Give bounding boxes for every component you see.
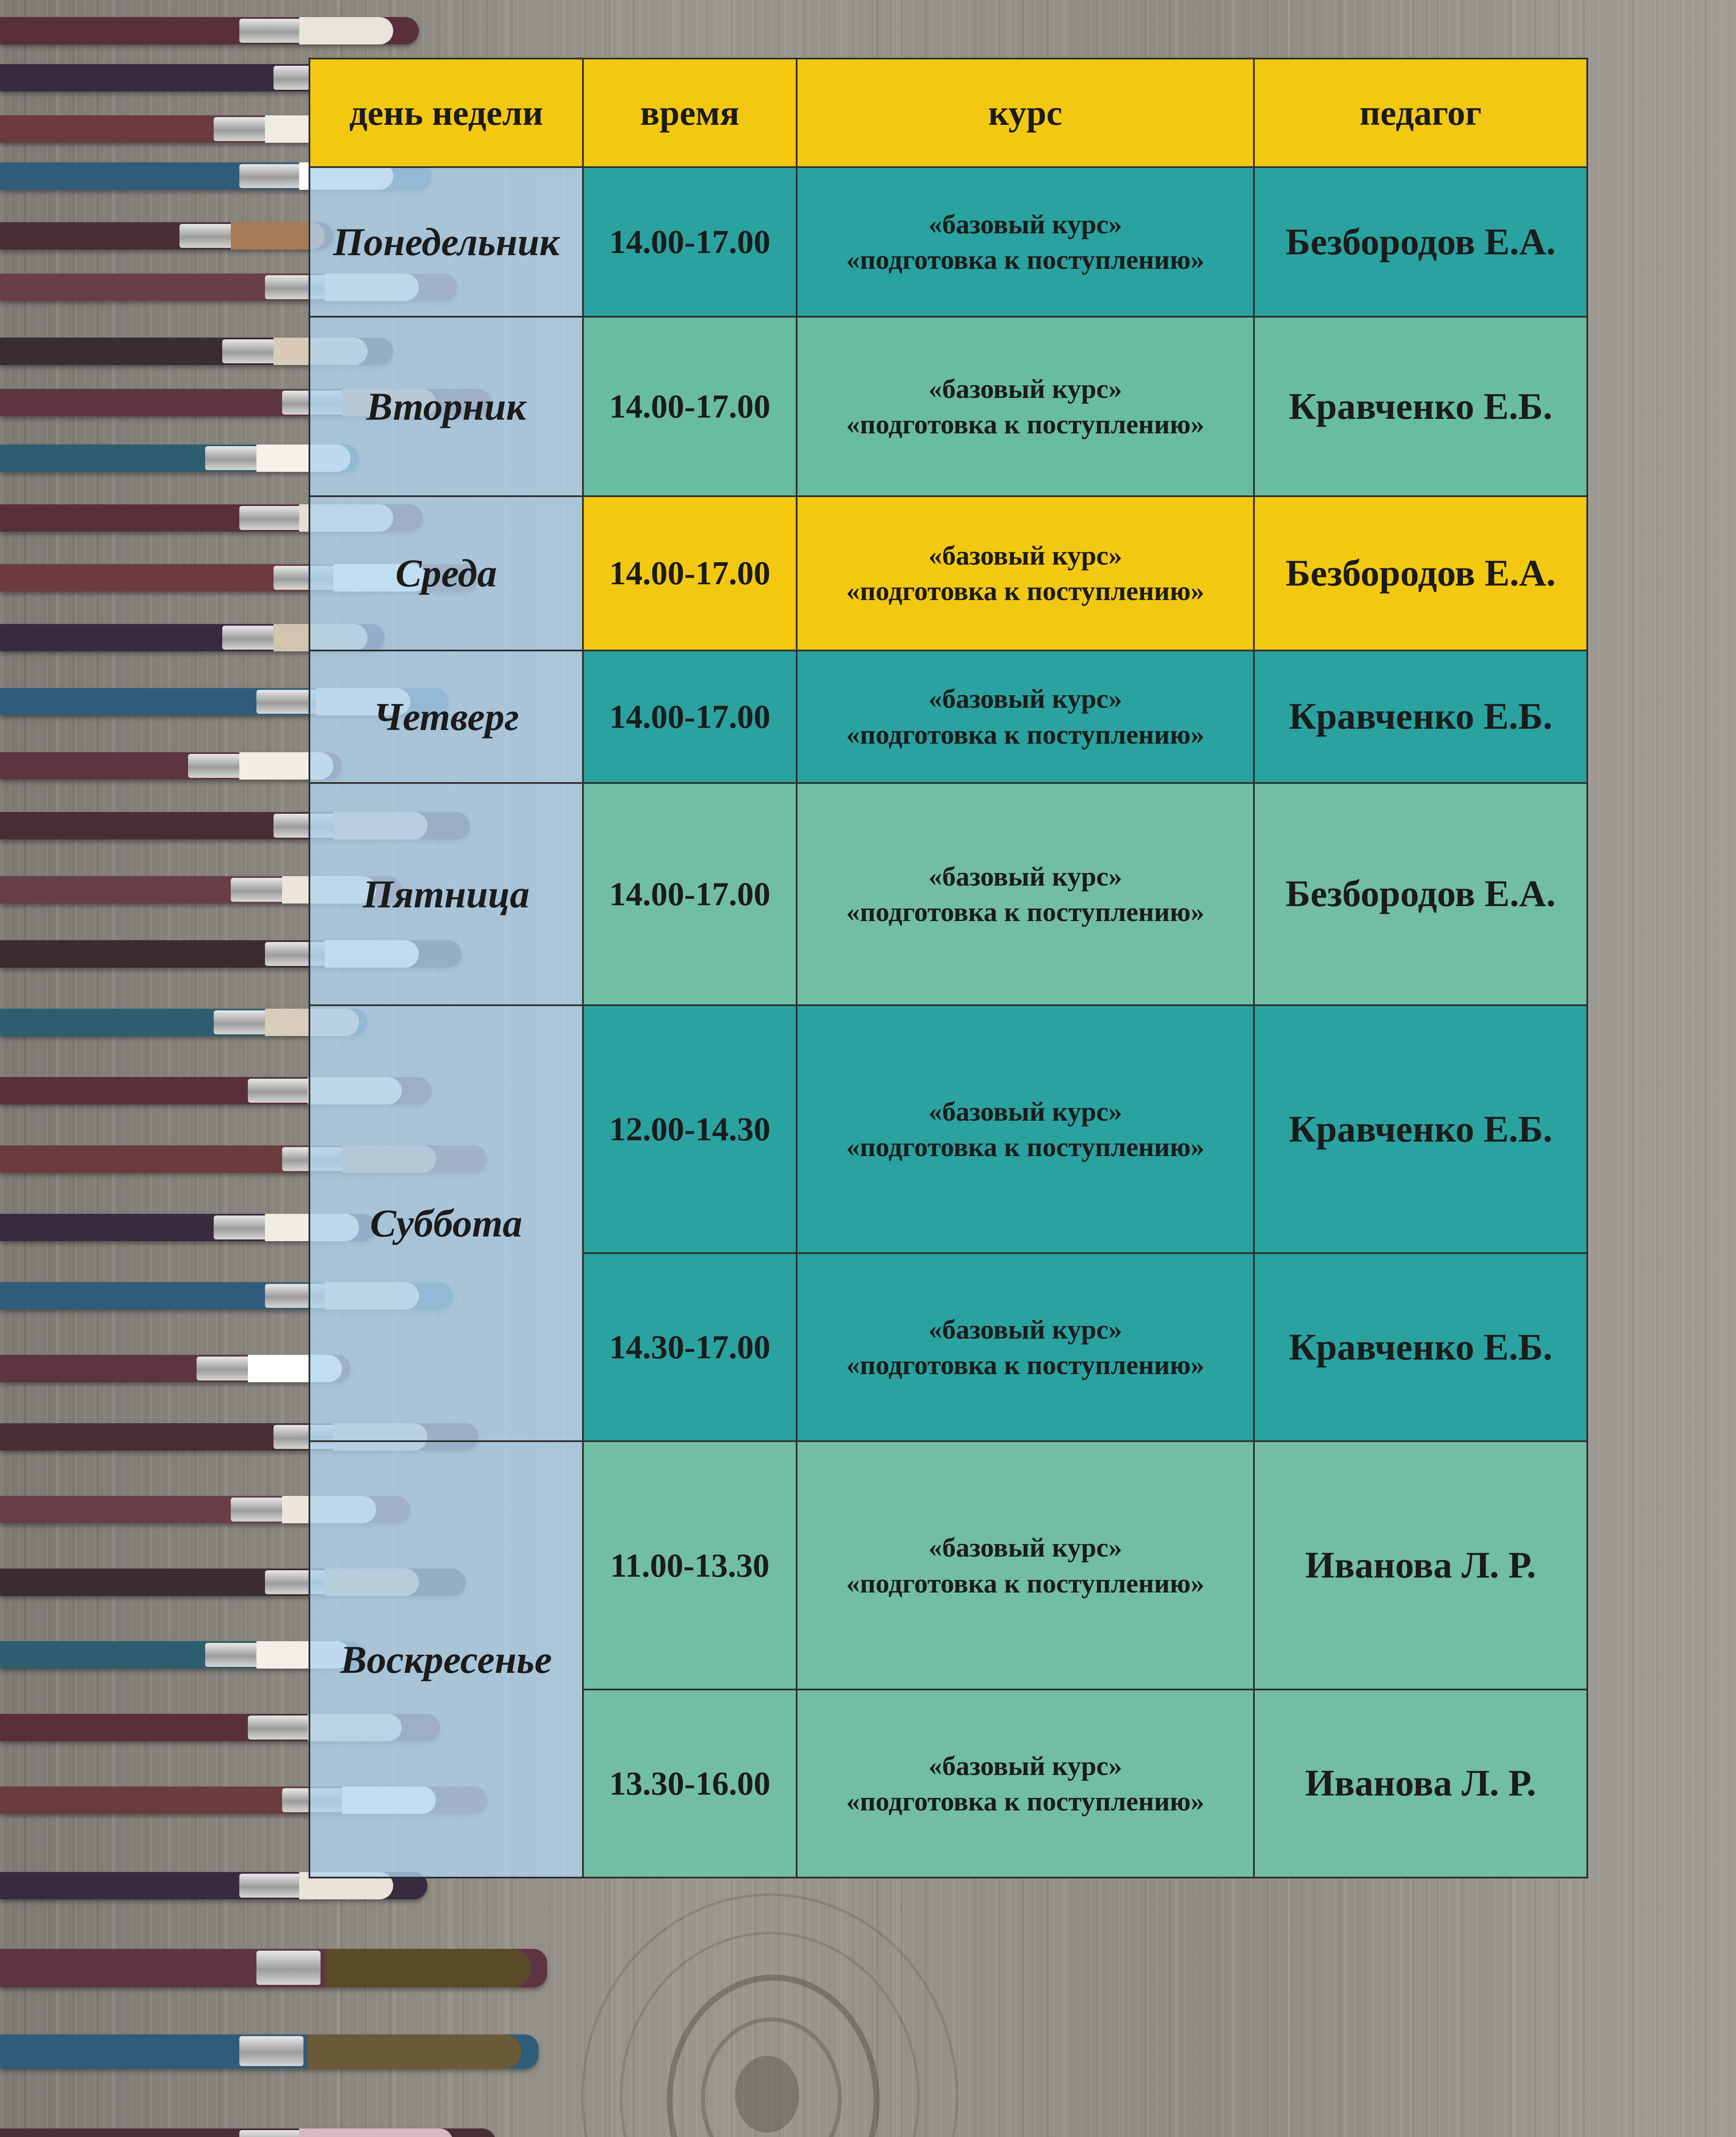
- course-cell: [797, 783, 1254, 1005]
- course-cell: [797, 317, 1254, 496]
- day-cell: Понедельник: [309, 167, 583, 317]
- course-line-basic: «базовый курс»: [928, 374, 1122, 404]
- table-row: [309, 317, 1587, 496]
- time-cell: 14.00-17.00: [583, 651, 797, 783]
- wood-ring: [581, 1893, 958, 2137]
- course-line-prep: «подготовка к поступлению»: [846, 896, 1205, 927]
- course-cell: [797, 496, 1254, 650]
- time-cell: 14.00-17.00: [583, 783, 797, 1005]
- teacher-cell: Иванова Л. Р.: [1254, 1690, 1587, 1878]
- time-cell: 12.00-14.30: [583, 1005, 797, 1253]
- table-row: [309, 783, 1587, 1005]
- brush: [0, 2128, 496, 2137]
- day-cell: Вторник: [309, 317, 583, 496]
- brush: [0, 444, 359, 472]
- time-cell: 14.30-17.00: [583, 1253, 797, 1441]
- teacher-cell: Иванова Л. Р.: [1254, 1441, 1587, 1689]
- course-cell: [797, 167, 1254, 317]
- brush: [0, 752, 342, 780]
- course-line-basic: «базовый курс»: [928, 1096, 1122, 1127]
- table-row: [309, 651, 1587, 783]
- teacher-cell: Кравченко Е.Б.: [1254, 651, 1587, 783]
- course-cell: [797, 651, 1254, 783]
- day-cell: Четверг: [309, 651, 583, 783]
- header-teacher: педагог: [1254, 59, 1587, 167]
- teacher-cell: Безбородов Е.А.: [1254, 783, 1587, 1005]
- course-line-basic: «базовый курс»: [928, 1532, 1122, 1563]
- course-cell: [797, 1253, 1254, 1441]
- course-line-prep: «подготовка к поступлению»: [846, 576, 1205, 606]
- day-cell: Воскресенье: [309, 1441, 583, 1878]
- course-cell: [797, 1005, 1254, 1253]
- brush: [0, 17, 419, 44]
- teacher-cell: Кравченко Е.Б.: [1254, 1005, 1587, 1253]
- course-cell: [797, 1441, 1254, 1689]
- course-cell: [797, 1690, 1254, 1878]
- brush: [0, 1355, 350, 1382]
- day-cell: Суббота: [309, 1005, 583, 1442]
- header-time: время: [583, 59, 797, 167]
- teacher-cell: Безбородов Е.А.: [1254, 496, 1587, 650]
- brush-large: [0, 1949, 547, 1987]
- schedule-table: [309, 58, 1588, 1878]
- course-line-prep: «подготовка к поступлению»: [846, 409, 1205, 440]
- course-line-basic: «базовый курс»: [928, 1750, 1122, 1781]
- time-cell: 11.00-13.30: [583, 1441, 797, 1689]
- course-line-prep: «подготовка к поступлению»: [846, 719, 1205, 750]
- header-row: [309, 59, 1587, 167]
- time-cell: 14.00-17.00: [583, 167, 797, 317]
- brush-large: [0, 2034, 538, 2069]
- course-line-basic: «базовый курс»: [928, 1314, 1122, 1345]
- time-cell: 14.00-17.00: [583, 496, 797, 650]
- header-course: курс: [797, 59, 1254, 167]
- header-day: день недели: [309, 59, 583, 167]
- teacher-cell: Кравченко Е.Б.: [1254, 317, 1587, 496]
- course-line-prep: «подготовка к поступлению»: [846, 1568, 1205, 1598]
- teacher-cell: Кравченко Е.Б.: [1254, 1253, 1587, 1441]
- table-row: [309, 496, 1587, 650]
- course-line-basic: «базовый курс»: [928, 209, 1122, 239]
- brush: [0, 222, 333, 250]
- course-line-basic: «базовый курс»: [928, 861, 1122, 892]
- day-cell: Среда: [309, 496, 583, 650]
- table-row: [309, 167, 1587, 317]
- course-line-prep: «подготовка к поступлению»: [846, 1132, 1205, 1163]
- course-line-basic: «базовый курс»: [928, 540, 1122, 571]
- time-cell: 13.30-16.00: [583, 1690, 797, 1878]
- table-row: [309, 1441, 1587, 1689]
- course-line-basic: «базовый курс»: [928, 683, 1122, 714]
- day-cell: Пятница: [309, 783, 583, 1005]
- time-cell: 14.00-17.00: [583, 317, 797, 496]
- course-line-prep: «подготовка к поступлению»: [846, 1786, 1205, 1816]
- course-line-prep: «подготовка к поступлению»: [846, 1350, 1205, 1381]
- teacher-cell: Безбородов Е.А.: [1254, 167, 1587, 317]
- table-row: [309, 1005, 1587, 1253]
- course-line-prep: «подготовка к поступлению»: [846, 244, 1205, 275]
